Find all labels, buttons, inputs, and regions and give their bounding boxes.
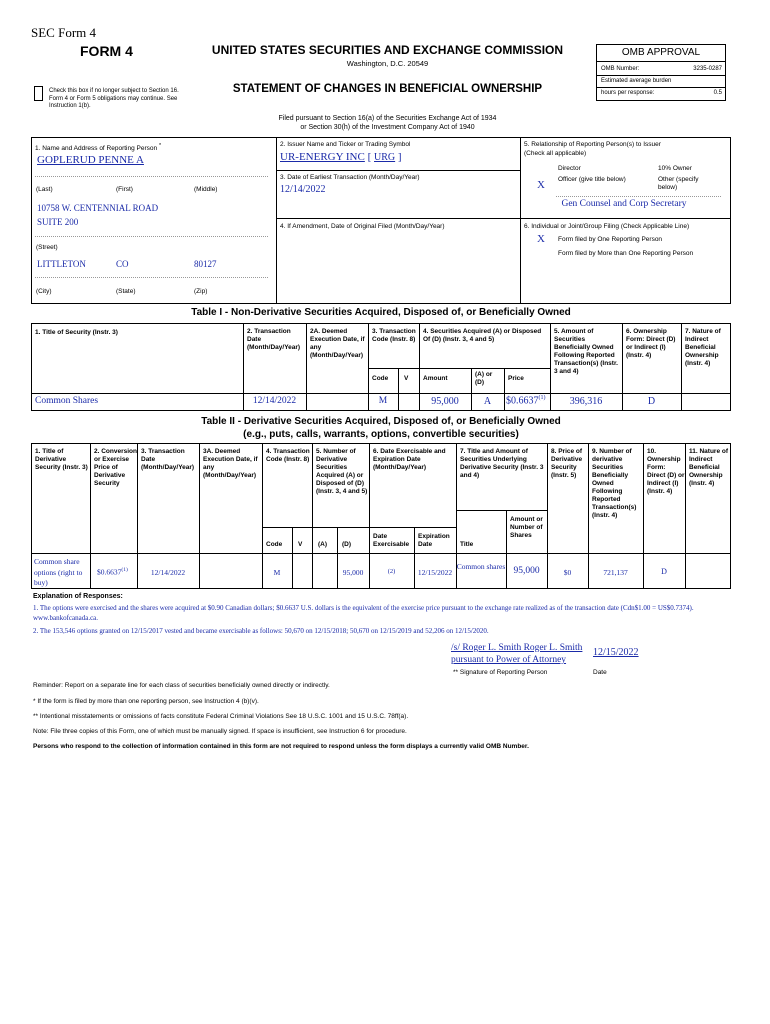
copies-note: Note: File three copies of this Form, one of which must be manually signed. If space is insufficient, see Instruction 6 for procedure. — [33, 728, 407, 735]
t2-h3: 3. Transaction Date (Month/Day/Year) — [141, 448, 195, 471]
t2-sub-amount: Amount or Number of Shares — [510, 516, 543, 539]
table2-subtitle: (e.g., puts, calls, warrants, options, convertible securities) — [243, 429, 519, 440]
agency-city: Washington, D.C. 20549 — [346, 59, 429, 68]
table1-title: Table I - Non-Derivative Securities Acquired, Disposed of, or Beneficially Owned — [191, 307, 571, 318]
t2-h6: 6. Date Exercisable and Expiration Date (Month/Day/Year) — [373, 448, 446, 471]
form-title: FORM 4 — [80, 43, 133, 59]
t1-sub-ad: (A) or (D) — [475, 371, 493, 386]
omb-number-label: OMB Number: — [601, 66, 640, 72]
city-value: LITTLETON — [37, 259, 86, 269]
t1-amount-owned: 396,316 — [569, 396, 603, 407]
filing-option-one: Form filed by One Reporting Person — [558, 236, 663, 243]
t2-sub-v: V — [298, 541, 303, 548]
omb-hours-label: hours per response: — [601, 90, 655, 96]
t2-h3a: 3A. Deemed Execution Date, if any (Month/Day/Year) — [203, 448, 258, 479]
omb-number-value: 3235-0287 — [693, 66, 722, 72]
t2-sub-expiration: Expiration Date — [418, 533, 450, 548]
signature-label: ** Signature of Reporting Person — [453, 669, 548, 676]
t1-h1: 1. Title of Security (Instr. 3) — [35, 329, 118, 336]
street-line2: SUITE 200 — [37, 217, 79, 227]
omb-title: OMB APPROVAL — [621, 47, 701, 58]
t2-code: M — [273, 568, 281, 577]
multiple-persons-note: * If the form is filed by more than one reporting person, see Instruction 4 (b)(v). — [33, 698, 259, 705]
t1-ownership-form: D — [647, 396, 656, 407]
t2-h9: 9. Number of derivative Securities Beneficially Owned Following Reported Transaction(s) (Instr. 4) — [592, 448, 637, 519]
table2-title: Table II - Derivative Securities Acquired, Disposed of, or Beneficially Owned — [201, 416, 561, 427]
t2-amount-owned: 721,137 — [603, 568, 628, 577]
t2-transaction-date: 12/14/2022 — [150, 568, 186, 577]
t1-h2: 2. Transaction Date (Month/Day/Year) — [247, 328, 301, 351]
one-person-check-mark[interactable]: X — [537, 233, 545, 245]
misstatement-note: ** Intentional misstatements or omissions of facts constitute Federal Criminal Violations See 18 U.S.C. 1001 and 15 U.S.C. 78ff(a). — [33, 713, 409, 720]
t2-h1: 1. Title of Derivative Security (Instr. 3) — [35, 448, 88, 471]
t2-underlying-amount: 95,000 — [513, 566, 540, 576]
t2-sub-title: Title — [460, 541, 474, 548]
filed-pursuant-line1: Filed pursuant to Section 16(a) of the Securities Exchange Act of 1934 — [278, 115, 497, 122]
t1-price: $0.6637$^{(1)}$ — [506, 395, 546, 407]
t1-sub-amount: Amount — [423, 375, 448, 382]
explanation-heading: Explanation of Responses: — [33, 593, 123, 600]
t1-sub-price: Price — [508, 375, 524, 382]
omb-burden-label: Estimated average burden — [601, 78, 672, 84]
t1-h3: 3. Transaction Code (Instr. 8) — [372, 328, 416, 343]
t2-sub-code: Code — [266, 541, 283, 548]
t1-h7: 7. Nature of Indirect Beneficial Ownership (Instr. 4) — [685, 328, 721, 367]
t2-sub-exercisable: Date Exercisable — [373, 533, 410, 548]
zip-value: 80127 — [194, 259, 217, 269]
t2-expiration-date: 12/15/2022 — [417, 568, 453, 577]
t2-ownership-form: D — [661, 567, 667, 576]
officer-option: Officer (give title below) — [558, 176, 626, 183]
t2-derivative-title: Common share options (right to buy) — [34, 557, 83, 587]
box2-label: 2. Issuer Name and Ticker or Trading Symbol — [280, 141, 411, 148]
officer-check-mark[interactable]: X — [537, 179, 545, 191]
middle-label: (Middle) — [194, 186, 218, 193]
issuer-name[interactable]: UR-ENERGY INC — [280, 151, 365, 163]
t1-sub-v: V — [404, 375, 409, 382]
ticker-symbol[interactable]: URG — [374, 152, 396, 163]
t2-disposed: 95,000 — [342, 568, 364, 577]
t1-acquired-disposed: A — [483, 396, 492, 407]
filed-pursuant-line2: or Section 30(h) of the Investment Company Act of 1940 — [300, 124, 475, 131]
box4-label: 4. If Amendment, Date of Original Filed (Month/Day/Year) — [280, 223, 445, 230]
footnote-1: 1. The options were exercised and the shares were acquired at $0.90 Canadian dollars; $0.6637 U.S. dollars is the equivalent of the exercise price pursuant to the exchange rate realized as of the transaction date (Cdn$1.00 = US$0.7374). www.bankofcanada.ca. — [33, 604, 694, 622]
footnote-2: 2. The 153,546 options granted on 12/15/2017 vested and became exercisable as follows: 50,670 on 12/15/2018; 50,670 on 12/15/2019 and 52,206 on 12/15/2020. — [33, 627, 489, 635]
t1-h6: 6. Ownership Form: Direct (D) or Indirect (I) (Instr. 4) — [626, 328, 676, 359]
t1-h4: 4. Securities Acquired (A) or Disposed Of (D) (Instr. 3, 4 and 5) — [423, 328, 542, 343]
state-value: CO — [116, 259, 129, 269]
sec-form-label: SEC Form 4 — [31, 25, 97, 40]
filing-option-more: Form filed by More than One Reporting Person — [558, 250, 694, 257]
box6-label: 6. Individual or Joint/Group Filing (Check Applicable Line) — [524, 223, 690, 230]
signature-date: 12/15/2022 — [593, 647, 639, 658]
t1-h5: 5. Amount of Securities Beneficially Owned Following Reported Transaction(s) (Instr. 3 and 4) — [554, 328, 618, 375]
street-label: (Street) — [36, 244, 58, 251]
omb-note: Persons who respond to the collection of information contained in this form are not required to respond unless the form displays a currently valid OMB Number. — [33, 743, 529, 750]
t2-h2: 2. Conversion or Exercise Price of Derivative Security — [94, 448, 137, 487]
t1-h2a: 2A. Deemed Execution Date, if any (Month/Day/Year) — [310, 328, 365, 359]
t2-h5: 5. Number of Derivative Securities Acquired (A) or Disposed of (D) (Instr. 3, 4 and 5) — [316, 448, 368, 495]
t2-derivative-price: $0 — [563, 568, 572, 577]
agency-name: UNITED STATES SECURITIES AND EXCHANGE COMMISSION — [211, 43, 564, 57]
omb-hours-value: 0.5 — [713, 90, 722, 96]
t1-transaction-date: 12/14/2022 — [252, 396, 297, 406]
t2-date-exercisable: (2) — [387, 568, 396, 575]
t1-code: M — [378, 396, 388, 406]
city-label: (City) — [36, 288, 52, 295]
last-label: (Last) — [36, 186, 53, 193]
t2-sub-d: (D) — [342, 541, 352, 548]
first-label: (First) — [116, 186, 133, 193]
t2-h8: 8. Price of Derivative Security (Instr. 5) — [551, 448, 583, 479]
earliest-transaction-date: 12/14/2022 — [280, 184, 326, 195]
reminder-note: Reminder: Report on a separate line for each class of securities beneficially owned directly or indirectly. — [33, 682, 330, 689]
director-option: Director — [558, 165, 581, 172]
signature: /s/ Roger L. Smith Roger L. Smith pursuant to Power of Attorney — [451, 643, 583, 665]
ten-percent-owner-option: 10% Owner — [658, 165, 692, 172]
t2-h7: 7. Title and Amount of Securities Underlying Derivative Security (Instr. 3 and 4) — [460, 448, 544, 479]
reporting-person-name[interactable]: GOPLERUD PENNE A — [37, 154, 144, 166]
t1-security-title: Common Shares — [35, 396, 99, 406]
state-label: (State) — [116, 288, 136, 295]
officer-title: Gen Counsel and Corp Secretary — [561, 199, 687, 209]
t2-underlying-title: Common shares — [456, 562, 506, 571]
t2-h4: 4. Transaction Code (Instr. 8) — [266, 448, 310, 463]
street-line1: 10758 W. CENTENNIAL ROAD — [37, 203, 159, 213]
checkbox-text: Check this box if no longer subject to Section 16. Form 4 or Form 5 obligations may continue. See Instruction 1(b). — [49, 88, 179, 109]
t2-h10: 10. Ownership Form: Direct (D) or Indirect (I) (Instr. 4) — [647, 448, 685, 495]
t2-conversion-price: $0.6637$^{(1)}$ — [97, 567, 128, 577]
box3-label: 3. Date of Earliest Transaction (Month/Day/Year) — [280, 174, 420, 181]
box1-label: 1. Name and Address of Reporting Person * — [35, 143, 162, 153]
no-longer-subject-checkbox[interactable] — [34, 86, 43, 101]
box5-sub: (Check all applicable) — [524, 150, 587, 157]
t1-sub-code: Code — [372, 375, 389, 382]
statement-title: STATEMENT OF CHANGES IN BENEFICIAL OWNERSHIP — [232, 83, 543, 95]
box5-label: 5. Relationship of Reporting Person(s) to Issuer — [524, 141, 661, 148]
zip-label: (Zip) — [194, 288, 208, 295]
other-option: Other (specify below) — [658, 176, 699, 191]
t2-h11: 11. Nature of Indirect Beneficial Ownership (Instr. 4) — [689, 448, 729, 487]
t2-sub-a: (A) — [318, 541, 328, 548]
date-label: Date — [593, 669, 607, 676]
issuer-ticker: UR-ENERGY INC [ URG ] — [280, 151, 402, 163]
t1-amount: 95,000 — [431, 396, 459, 407]
